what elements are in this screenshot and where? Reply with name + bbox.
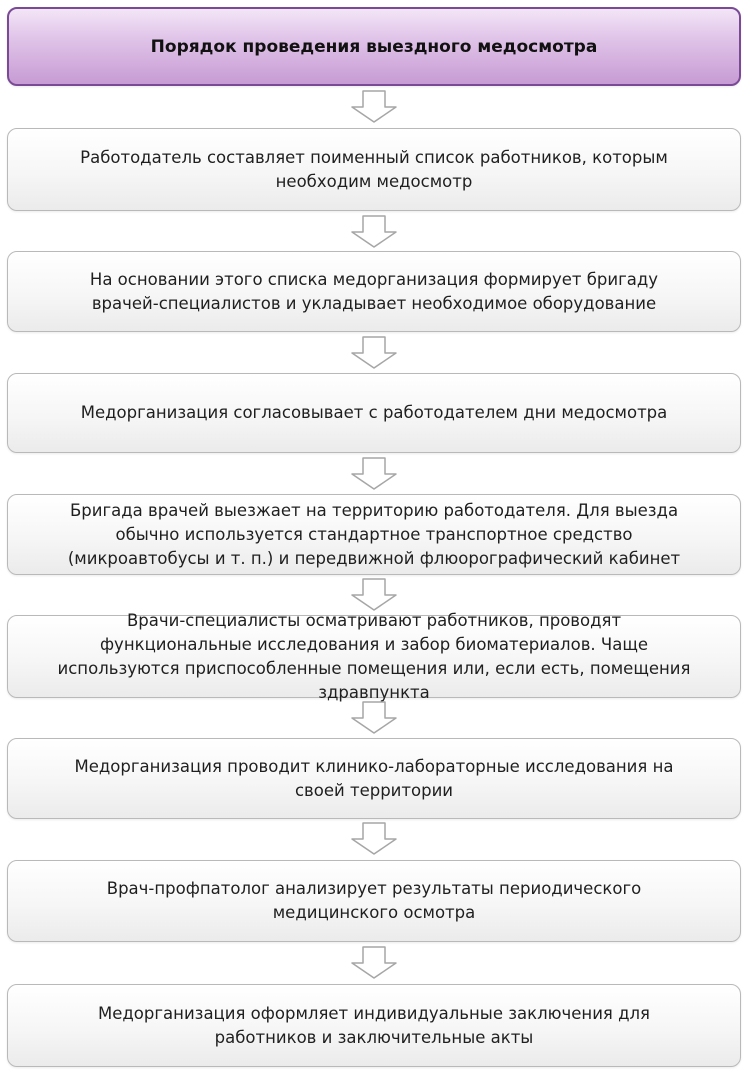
flowchart-title [7,7,741,86]
step-text: Работодатель составляет поименный список работников, которым необходим медосмотр [80,147,668,191]
flowchart-step-5 [7,610,741,702]
flowchart-title-text: Порядок проведения выездного медосмотра [150,36,598,57]
step-text: Бригада врачей выезжает на территорию работодателя. Для выезда обычно используется стандартное транспортное средство (микроавтобусы и т. п.) и передвижной флюорографический кабинет [67,500,681,568]
flowchart-step-6 [7,738,741,819]
step-text: Медорганизация согласовывает с работодателем дни медосмотра [80,403,668,422]
down-arrow-icon [351,215,397,248]
step-text: Медорганизация проводит клинико-лабораторные исследования на своей территории [74,756,674,800]
down-arrow-icon [351,578,397,611]
flowchart-step-8 [7,984,741,1067]
flowchart-step-2 [7,251,741,332]
down-arrow-icon [351,822,397,855]
flowchart-step-4 [7,494,741,575]
down-arrow-icon [351,457,397,490]
step-text: Врач-профпатолог анализирует результаты периодического медицинского осмотра [106,879,642,922]
step-text: Врачи-специалисты осматривают работников, проводят функциональные исследования и забор биоматериалов. Чаще используются приспособленные помещения или, если есть, помещения здравпункта [57,610,691,702]
flowchart-step-7 [7,860,741,942]
step-text: На основании этого списка медорганизация формирует бригаду врачей-специалистов и укладывает необходимое оборудование [89,269,659,313]
down-arrow-icon [351,90,397,123]
down-arrow-icon [351,946,397,979]
down-arrow-icon [351,701,397,734]
flowchart-step-3 [7,373,741,453]
step-text: Медорганизация оформляет индивидуальные заключения для работников и заключительные акты [98,1003,650,1047]
down-arrow-icon [351,336,397,369]
flowchart-step-1 [7,128,741,211]
